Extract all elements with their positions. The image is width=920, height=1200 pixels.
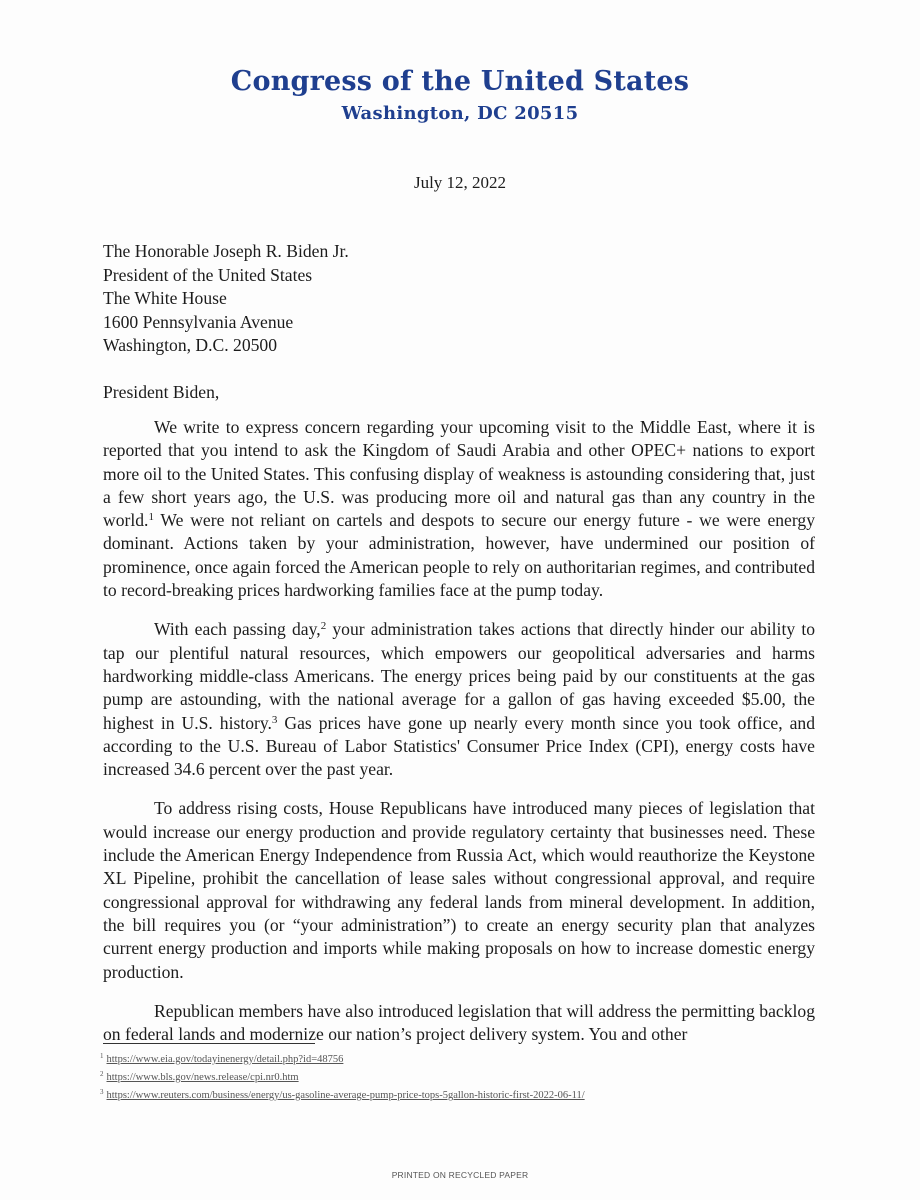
footnote-number: 1	[100, 1052, 104, 1060]
recycled-paper-notice: PRINTED ON RECYCLED PAPER	[391, 1170, 529, 1180]
footnote-link[interactable]: https://www.reuters.com/business/energy/us-gasoline-average-pump-price-tops-5gallon-historic-first-2022-06-11/	[106, 1090, 585, 1101]
letterhead-city: Washington, DC 20515	[341, 103, 579, 124]
paragraph-text: With each passing day,	[154, 619, 321, 640]
footnote-ref: 1	[148, 511, 154, 524]
paragraph-4: Republican members have also introduced legislation that will address the permitting backlog on federal lands and modernize our nation’s project delivery system. You and other	[103, 1000, 815, 1045]
footnote-item	[100, 1085, 585, 1103]
footnote-number: 2	[100, 1070, 104, 1078]
footnote-divider	[103, 1043, 315, 1044]
paragraph-1	[103, 416, 815, 602]
paragraph-3: To address rising costs, House Republicans have introduced many pieces of legislation that would increase our energy production and provide regulatory certainty that businesses need. These include the American Energy Independence from Russia Act, which would reauthorize the Keystone XL Pipeline, prohibit the cancellation of lease sales without congressional approval, and require congressional approval for withdrawing any federal lands from mineral development. In addition, the bill requires you (or “your administration”) to create an energy security plan that analyzes current energy production and imports while making proposals on how to increase domestic energy production.	[103, 798, 815, 982]
recipient-address	[103, 240, 349, 358]
paragraph-text: Gas prices have gone up nearly every month since you took office, and according to the U.S. Bureau of Labor Statistics' Consumer Price Index (CPI), energy costs have increased 34.6 percent over the past year.	[103, 712, 815, 780]
letterhead-title: Congress of the United States	[230, 66, 690, 97]
paragraph-text: your administration takes actions that directly hinder our ability to tap our plentiful natural resources, which empowers our geopolitical adversaries and harms hardworking middle-class Americans. The energy prices being paid by our constituents at the gas pump are astounding, with the national average for a gallon of gas having exceeded $5.00, the highest in U.S. history.	[103, 619, 815, 733]
footnotes	[100, 1049, 585, 1103]
letter-body	[103, 416, 815, 1062]
address-line: 1600 Pennsylvania Avenue	[103, 311, 294, 332]
address-line: Washington, D.C. 20500	[103, 335, 278, 355]
footnote-ref: 3	[271, 713, 278, 726]
paragraph-text: We were not reliant on cartels and despots to secure our energy future - we were energy dominant. Actions taken by your administration, however, have undermined our position of prominence, once again forced the American people to rely on authoritarian regimes, and contributed to record-breaking prices hardworking families face at the pump today.	[103, 510, 815, 601]
address-line: The White House	[103, 288, 227, 308]
footnote-ref: 2	[320, 620, 327, 633]
address-line: President of the United States	[103, 264, 313, 285]
paragraph-2	[103, 618, 815, 781]
footnote-item	[100, 1049, 585, 1067]
footnote-number: 3	[100, 1088, 104, 1096]
footnote-link[interactable]: https://www.eia.gov/todayinenergy/detail.php?id=48756	[106, 1054, 344, 1065]
letter-date: July 12, 2022	[413, 173, 507, 192]
address-line: The Honorable Joseph R. Biden Jr.	[103, 241, 349, 261]
footnote-item	[100, 1067, 585, 1085]
salutation: President Biden,	[103, 382, 220, 402]
paragraph-text: We write to express concern regarding your upcoming visit to the Middle East, where it is reported that you intend to ask the Kingdom of Saudi Arabia and other OPEC+ nations to export more oil to the United States. This confusing display of weakness is astounding considering that, just a few short years ago, the U.S. was producing more oil and natural gas than any country in the world.	[103, 417, 815, 531]
footnote-link[interactable]: https://www.bls.gov/news.release/cpi.nr0.htm	[106, 1072, 299, 1083]
